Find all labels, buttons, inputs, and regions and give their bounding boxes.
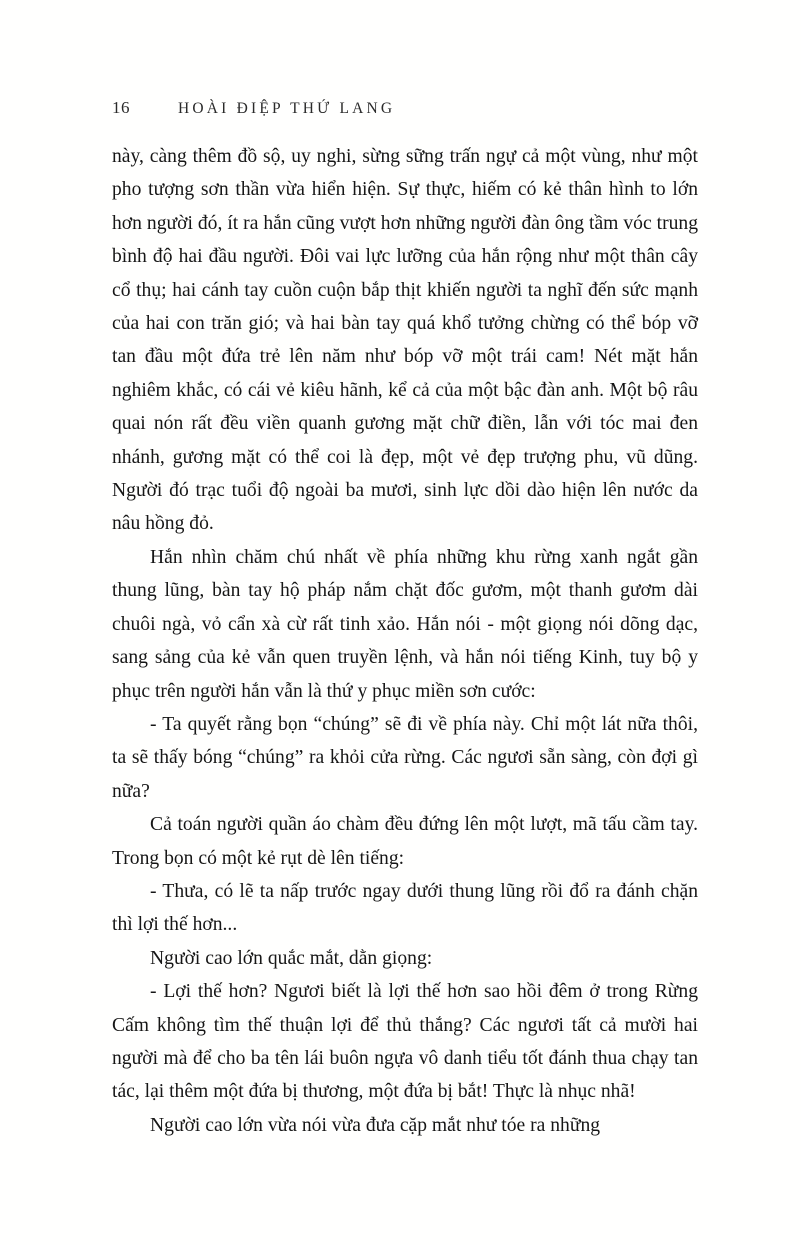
running-head — [112, 98, 690, 118]
paragraph: Người cao lớn quắc mắt, dằn giọng: — [150, 947, 433, 969]
paragraph: - Lợi thế hơn? Ngươi biết là lợi thế hơn sao hồi đêm ở trong Rừng Cấm không tìm thế thuận lợi để thủ thắng? Các ngươi tất cả mười hai người mà để cho ba tên lái buôn ngựa vô danh tiểu tốt đánh thua chạy tan tác, lại thêm một đứa bị thương, một đứa bị bắt! Thực là nhục nhã! — [112, 981, 698, 1103]
page-number: 16 — [112, 98, 130, 117]
running-head-title: HOÀI ĐIỆP THỨ LANG — [178, 100, 396, 117]
paragraph: - Thưa, có lẽ ta nấp trước ngay dưới thung lũng rồi đổ ra đánh chặn thì lợi thế hơn... — [112, 880, 698, 936]
paragraph: Cả toán người quần áo chàm đều đứng lên một lượt, mã tấu cầm tay. Trong bọn có một kẻ rụt dè lên tiếng: — [112, 814, 698, 869]
paragraph: này, càng thêm đồ sộ, uy nghi, sừng sững trấn ngự cả một vùng, như một pho tượng sơn thần vừa hiển hiện. Sự thực, hiếm có kẻ thân hình to lớn hơn người đó, ít ra hắn cũng vượt hơn những người đàn ông tầm vóc trung bình độ hai đầu người. Đôi vai lực lưỡng của hắn rộng như một thân cây cổ thụ; hai cánh tay cuồn cuộn bắp thịt khiến người ta nghĩ đến sức mạnh của hai con trăn gió; và hai bàn tay quá khổ tưởng chừng có thể bóp vỡ tan đầu một đứa trẻ lên năm như bóp vỡ một trái cam! Nét mặt hắn nghiêm khắc, có cái vẻ kiêu hãnh, kể cả của một bậc đàn anh. Một bộ râu quai nón rất đều viền quanh gương mặt chữ điền, lẫn với tóc mai đen nhánh, gương mặt có thể coi là đẹp, một vẻ đẹp trượng phu, vũ dũng. Người đó trạc tuổi độ ngoài ba mươi, sinh lực dồi dào hiện lên nước da nâu hồng đỏ. — [112, 146, 698, 535]
paragraph: - Ta quyết rằng bọn “chúng” sẽ đi về phía này. Chỉ một lát nữa thôi, ta sẽ thấy bóng “chúng” ra khỏi cửa rừng. Các ngươi sẵn sàng, còn đợi gì nữa? — [112, 713, 698, 802]
paragraph: Hắn nhìn chăm chú nhất về phía những khu rừng xanh ngắt gần thung lũng, bàn tay hộ pháp nắm chặt đốc gươm, một thanh gươm dài chuôi ngà, vỏ cẩn xà cừ rất tinh xảo. Hắn nói - một giọng nói dõng dạc, sang sảng của kẻ vẫn quen truyền lệnh, và hắn nói tiếng Kinh, tuy bộ y phục trên người hắn vẫn là thứ y phục miền sơn cước: — [112, 546, 698, 702]
body-text — [112, 140, 698, 1142]
paragraph: Người cao lớn vừa nói vừa đưa cặp mắt như tóe ra những — [150, 1114, 601, 1136]
